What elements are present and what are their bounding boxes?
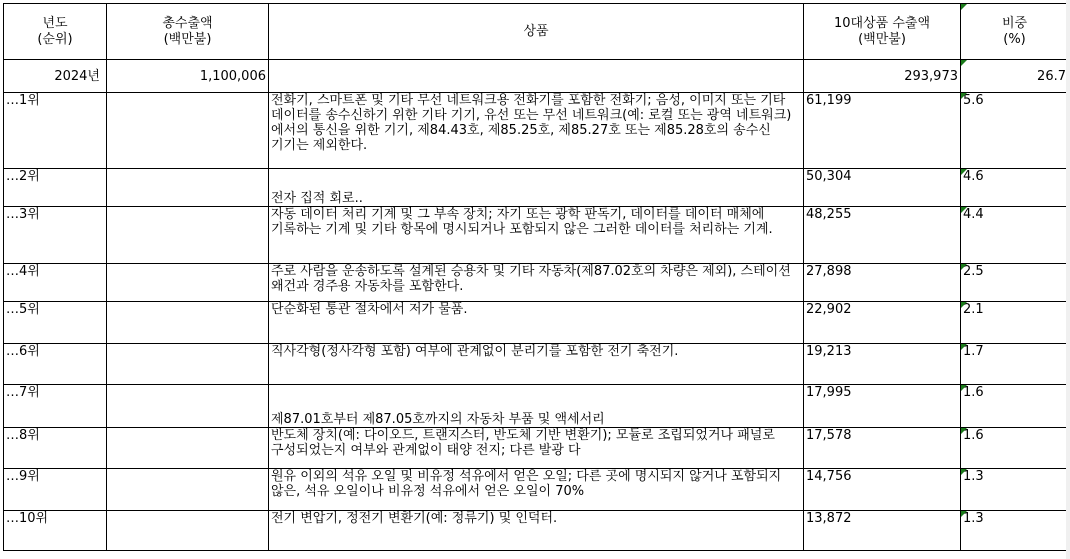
rank-cell[interactable]: …10위 xyxy=(4,511,107,551)
rank-cell[interactable]: …7위 xyxy=(4,385,107,428)
product-cell[interactable]: 주로 사람을 운송하도록 설계된 승용차 및 기타 자동차(제87.02호의 차량은 제외), 스테이션 왜건과 경주용 자동차를 포함한다. xyxy=(269,264,804,302)
header-share-label: 비중 (%) xyxy=(1001,15,1028,47)
total-export-cell[interactable] xyxy=(107,428,269,469)
product-cell[interactable]: 반도체 장치(예: 다이오드, 트랜지스터, 반도체 기반 변환기); 모듈로 조립되었거나 패널로 구성되었는지 여부와 관계없이 태양 전지; 다른 발광 다 xyxy=(269,428,804,469)
export-cell[interactable]: 17,578 xyxy=(804,428,961,469)
product-cell[interactable]: 전기 변압기, 정전기 변환기(예: 정류기) 및 인덕터. xyxy=(269,511,804,551)
total-export-cell[interactable] xyxy=(107,511,269,551)
share-cell[interactable] xyxy=(961,264,1069,302)
total-export-cell[interactable] xyxy=(107,385,269,428)
comment-marker-icon xyxy=(961,385,967,391)
export-cell[interactable]: 17,995 xyxy=(804,385,961,428)
share-cell[interactable] xyxy=(961,428,1069,469)
share-cell[interactable] xyxy=(961,207,1069,264)
table-row xyxy=(4,302,1069,344)
share-value: 4.4 xyxy=(963,207,984,222)
table-row xyxy=(4,428,1069,469)
header-year[interactable]: 년도 (순위) xyxy=(4,4,107,60)
table-row xyxy=(4,207,1069,264)
share-cell[interactable] xyxy=(961,511,1069,551)
comment-marker-icon xyxy=(961,60,967,66)
product-cell[interactable]: 직사각형(정사각형 포함) 여부에 관계없이 분리기를 포함한 전기 축전기. xyxy=(269,344,804,385)
comment-marker-icon xyxy=(961,511,967,517)
export-cell[interactable]: 22,902 xyxy=(804,302,961,344)
table-row xyxy=(4,511,1069,551)
total-export-cell[interactable] xyxy=(107,207,269,264)
header-product[interactable]: 상품 xyxy=(269,4,804,60)
header-total-export[interactable]: 총수출액 (백만불) xyxy=(107,4,269,60)
export-cell[interactable]: 27,898 xyxy=(804,264,961,302)
rank-cell[interactable]: …6위 xyxy=(4,344,107,385)
share-value: 1.3 xyxy=(963,511,984,526)
share-value: 4.6 xyxy=(963,169,984,184)
share-value: 2.5 xyxy=(963,264,984,279)
share-value: 2.1 xyxy=(963,302,984,317)
share-cell[interactable] xyxy=(961,169,1069,207)
share-value: 5.6 xyxy=(963,93,984,108)
summary-share[interactable] xyxy=(961,60,1069,93)
total-export-cell[interactable] xyxy=(107,93,269,169)
comment-marker-icon xyxy=(961,344,967,350)
comment-marker-icon xyxy=(961,264,967,270)
rank-cell[interactable]: …5위 xyxy=(4,302,107,344)
comment-marker-icon xyxy=(961,469,967,475)
rank-cell[interactable]: …9위 xyxy=(4,469,107,511)
export-cell[interactable]: 50,304 xyxy=(804,169,961,207)
share-cell[interactable] xyxy=(961,344,1069,385)
export-cell[interactable]: 13,872 xyxy=(804,511,961,551)
rank-cell[interactable]: …8위 xyxy=(4,428,107,469)
total-export-cell[interactable] xyxy=(107,469,269,511)
product-cell[interactable]: 단순화된 통관 절차에서 저가 물품. xyxy=(269,302,804,344)
share-cell[interactable] xyxy=(961,93,1069,169)
summary-product[interactable] xyxy=(269,60,804,93)
comment-marker-icon xyxy=(961,169,967,175)
table-row xyxy=(4,93,1069,169)
summary-year[interactable]: 2024년 xyxy=(4,60,107,93)
rank-cell[interactable]: …2위 xyxy=(4,169,107,207)
summary-row xyxy=(4,60,1069,93)
share-value: 1.6 xyxy=(963,428,984,443)
total-export-cell[interactable] xyxy=(107,169,269,207)
comment-marker-icon xyxy=(961,302,967,308)
summary-total-export[interactable]: 1,100,006 xyxy=(107,60,269,93)
export-cell[interactable]: 14,756 xyxy=(804,469,961,511)
header-top10-export[interactable]: 10대상품 수출액 (백만불) xyxy=(804,4,961,60)
share-value: 1.3 xyxy=(963,469,984,484)
header-row xyxy=(4,4,1069,60)
rank-cell[interactable]: …1위 xyxy=(4,93,107,169)
rank-cell[interactable]: …3위 xyxy=(4,207,107,264)
table-row xyxy=(4,469,1069,511)
summary-share-value: 26.7 xyxy=(1037,68,1066,84)
total-export-cell[interactable] xyxy=(107,302,269,344)
product-cell[interactable]: 전화기, 스마트폰 및 기타 무선 네트워크용 전화기를 포함한 전화기; 음성, 이미지 또는 기타 데이터를 송수신하기 위한 기타 기기, 유선 또는 무선 네트워크(예: 로컬 또는 광역 네트워크)에서의 통신을 위한 기기, 제84.43호, 제85.25호, 제85.27호 또는 제85.28호의 송수신 기기는 제외한다. xyxy=(269,93,804,169)
comment-marker-icon xyxy=(961,207,967,213)
share-value: 1.7 xyxy=(963,344,984,359)
total-export-cell[interactable] xyxy=(107,264,269,302)
export-cell[interactable]: 61,199 xyxy=(804,93,961,169)
product-cell[interactable]: 전자 집적 회로.. xyxy=(269,169,804,207)
share-cell[interactable] xyxy=(961,302,1069,344)
comment-marker-icon xyxy=(961,93,967,99)
product-cell[interactable]: 자동 데이터 처리 기계 및 그 부속 장치; 자기 또는 광학 판독기, 데이터를 데이터 매체에 기록하는 기계 및 기타 항목에 명시되거나 포함되지 않은 그러한 데이터를 처리하는 기계. xyxy=(269,207,804,264)
summary-top10-export[interactable]: 293,973 xyxy=(804,60,961,93)
header-share[interactable] xyxy=(961,4,1069,60)
table-row xyxy=(4,344,1069,385)
export-table xyxy=(3,3,1069,551)
share-cell[interactable] xyxy=(961,385,1069,428)
share-value: 1.6 xyxy=(963,385,984,400)
comment-marker-icon xyxy=(961,4,967,10)
product-cell[interactable]: 원유 이외의 석유 오일 및 비유정 석유에서 얻은 오일; 다른 곳에 명시되지 않거나 포함되지 않은, 석유 오일이나 비유정 석유에서 얻은 오일이 70% xyxy=(269,469,804,511)
export-cell[interactable]: 19,213 xyxy=(804,344,961,385)
share-cell[interactable] xyxy=(961,469,1069,511)
table-row xyxy=(4,264,1069,302)
table-row xyxy=(4,169,1069,207)
export-cell[interactable]: 48,255 xyxy=(804,207,961,264)
rank-cell[interactable]: …4위 xyxy=(4,264,107,302)
product-cell[interactable]: 제87.01호부터 제87.05호까지의 자동차 부품 및 액세서리 xyxy=(269,385,804,428)
total-export-cell[interactable] xyxy=(107,344,269,385)
comment-marker-icon xyxy=(961,428,967,434)
table-row xyxy=(4,385,1069,428)
scrollbar-edge[interactable] xyxy=(1066,0,1070,559)
